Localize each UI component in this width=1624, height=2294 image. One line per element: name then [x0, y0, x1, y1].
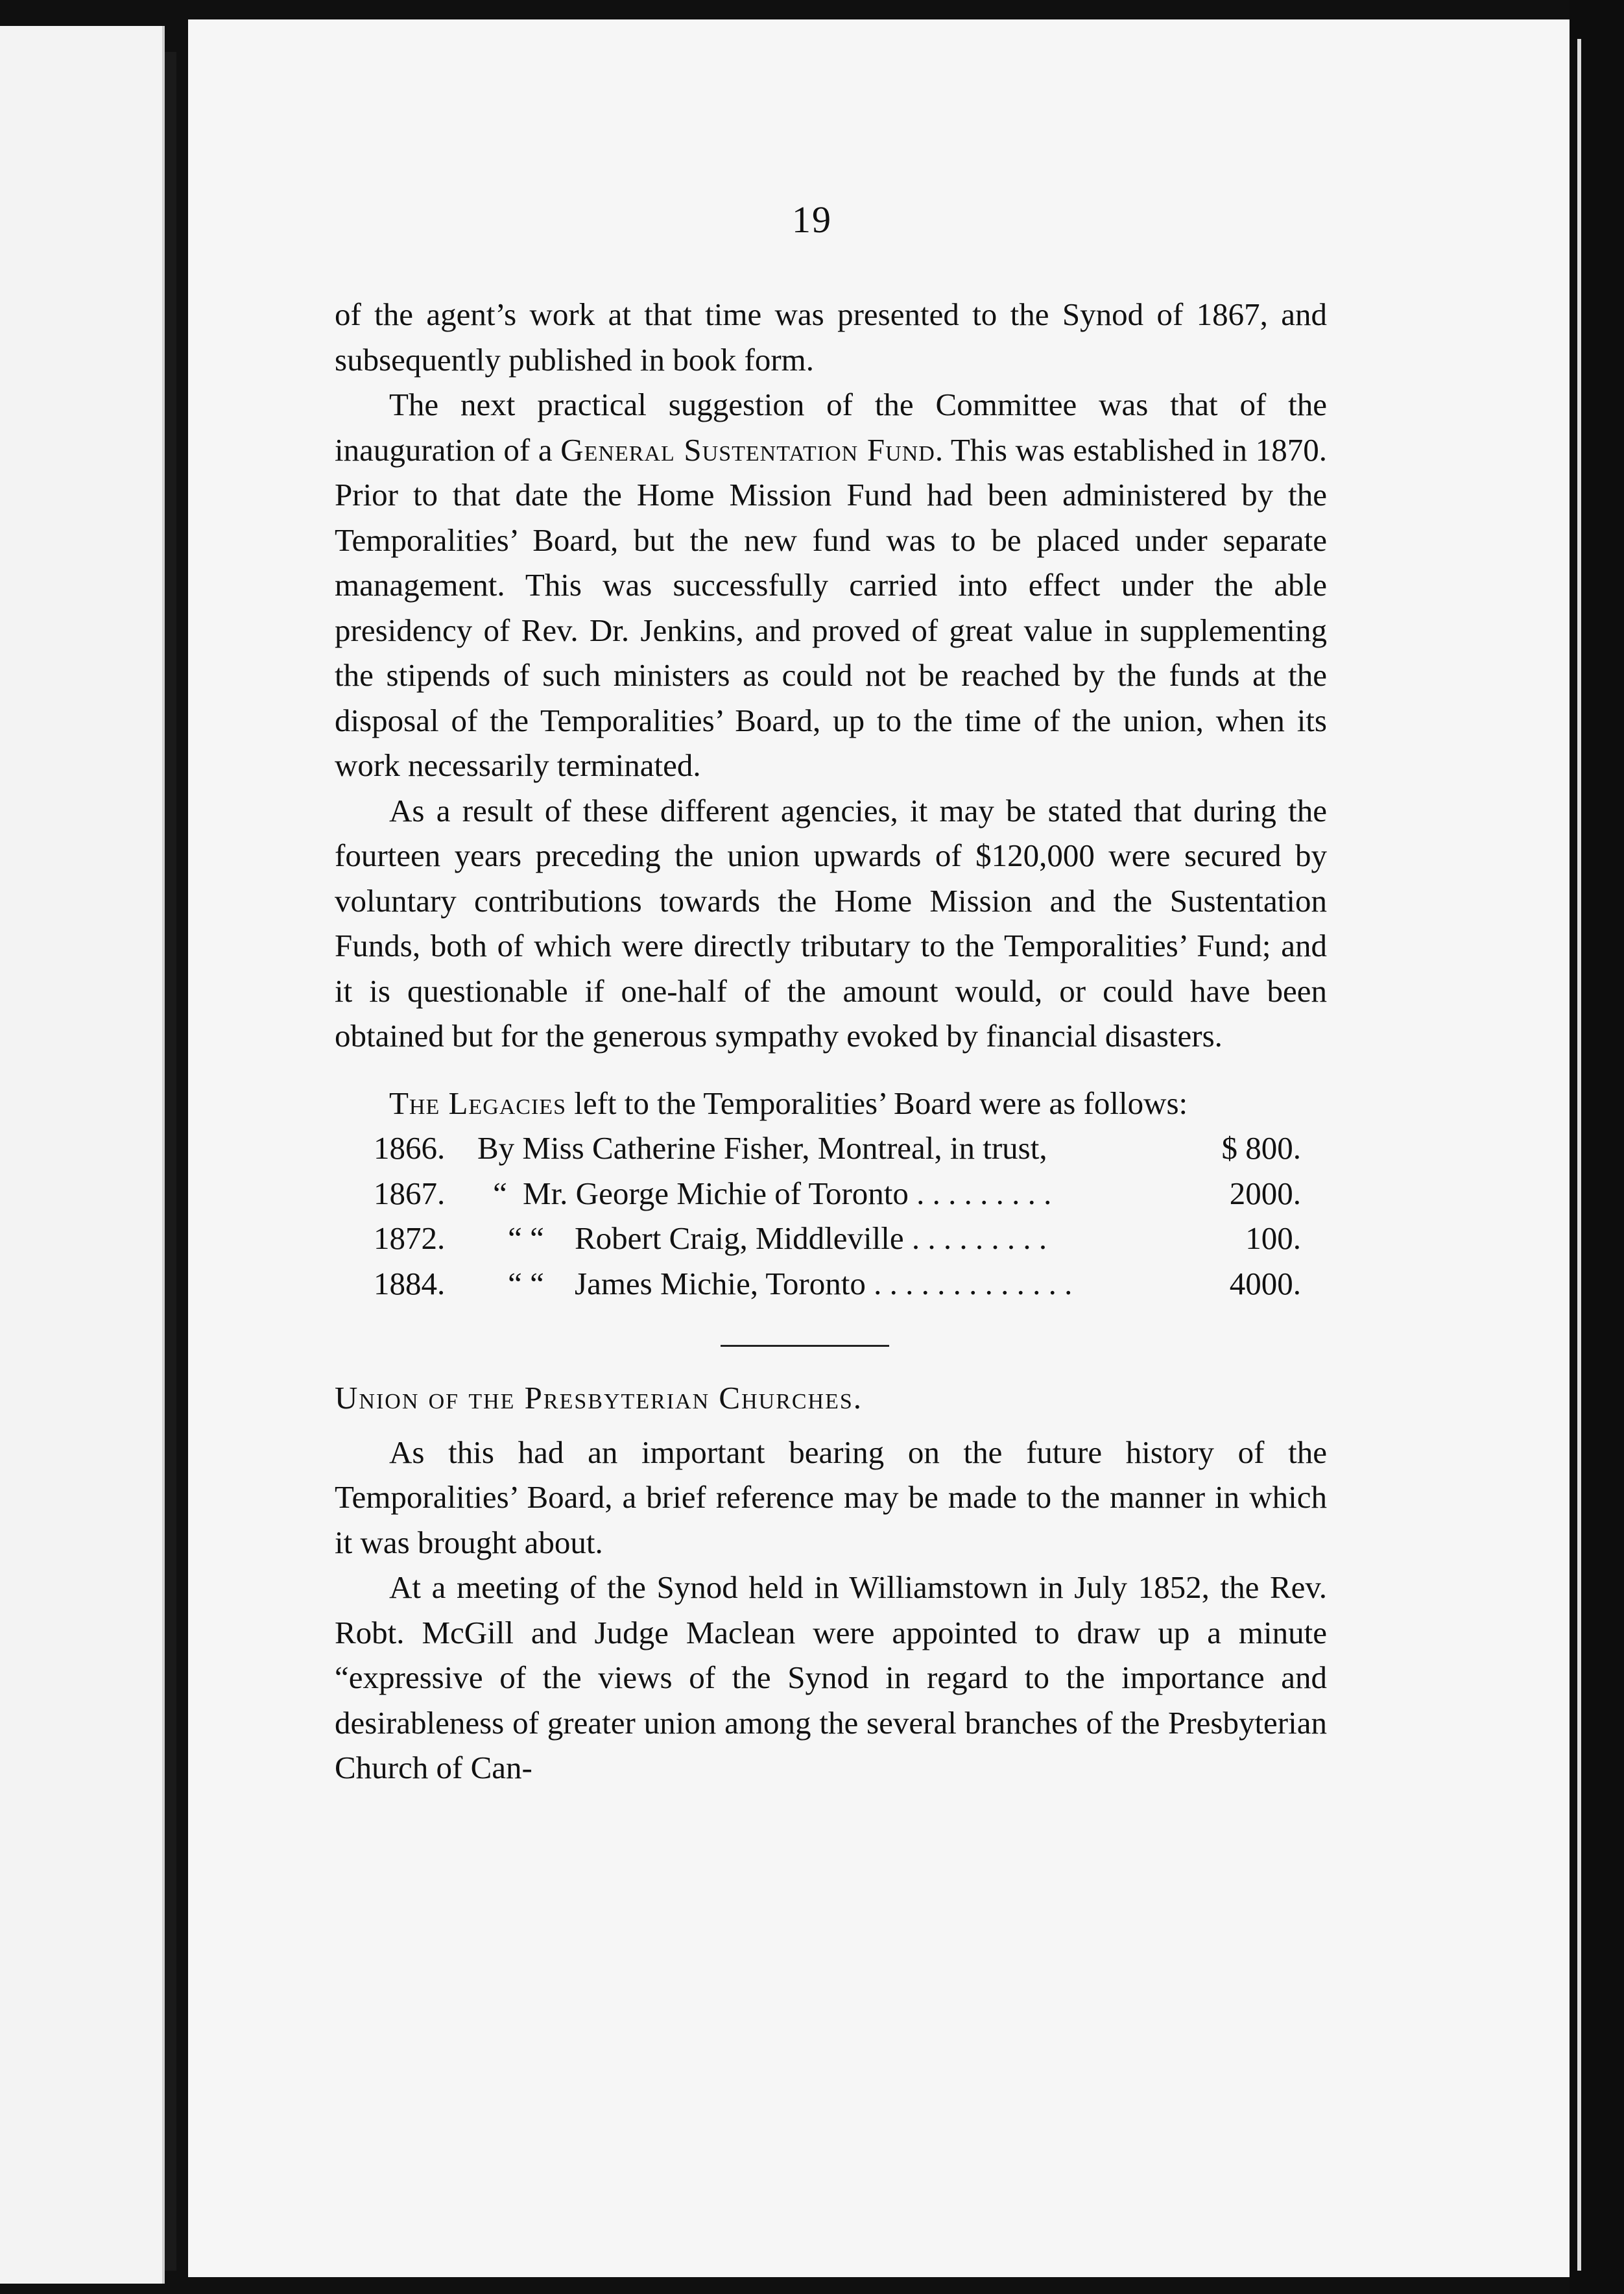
legacy-text: Mr. George Michie of Toronto . . . . . . . . .: [523, 1175, 1052, 1211]
legacy-ditto: “: [493, 1175, 507, 1211]
legacy-amount: $ 800.: [1221, 1130, 1301, 1166]
legacy-row: [374, 1171, 1301, 1216]
paragraph-text: . This was established in 1870. Prior to that date the Home Mission Fund had been administered by the Temporalities’ Board, but the new fund was to be placed under separate management. This was successfully carried into effect under the able presidency of Rev. Dr. Jenkins, and proved of great value in supplementing the stipends of such ministers as could not be reached by the funds at the disposal of the Temporalities’ Board, up to the time of the union, when its work necessarily terminated.: [335, 431, 1327, 783]
paragraph-williamstown-meeting: At a meeting of the Synod held in Williamstown in July 1852, the Rev. Robt. McGill and Judge Maclean were appointed to draw up a minute “expressive of the views of the Synod in regard to the importance and desirableness of greater union among the several branches of the Presbyterian Church of Can-: [335, 1569, 1327, 1785]
paragraph-continuation: of the agent’s work at that time was presented to the Synod of 1867, and subsequently published in book form.: [335, 296, 1327, 378]
page-number: 19: [792, 199, 832, 241]
legacies-label: The Legacies: [389, 1085, 566, 1121]
paragraph-legacies-intro: [335, 1081, 1327, 1126]
legacy-row: [374, 1126, 1301, 1171]
legacy-description: [477, 1171, 1178, 1216]
paragraph-union-bearing: As this had an important bearing on the future history of the Temporalities’ Board, a brief reference may be made to the manner in which it was brought about.: [335, 1434, 1327, 1560]
paragraph-text: left to the Temporalities’ Board were as follows:: [566, 1085, 1188, 1121]
paragraph-sustentation-fund: [335, 382, 1327, 788]
legacy-text: By Miss Catherine Fisher, Montreal, in trust,: [477, 1130, 1047, 1166]
legacy-description: [477, 1216, 1178, 1261]
fund-name: General Sustentation Fund: [560, 431, 935, 468]
legacy-amount: 4000.: [1229, 1265, 1301, 1301]
legacy-amount: 2000.: [1229, 1175, 1301, 1211]
legacy-row: [374, 1216, 1301, 1261]
legacy-year: 1884.: [374, 1265, 446, 1301]
legacy-year: 1872.: [374, 1220, 446, 1256]
legacy-description: [477, 1261, 1178, 1307]
section-divider: [721, 1345, 889, 1347]
paragraph-agencies: As a result of these different agencies, it may be stated that during the fourteen years preceding the union upwards of $120,000 were secured by voluntary contributions towards the Home Mission and the Sustentation Funds, both of which were directly tributary to the Temporalities’ Fund; and it is questionable if one-half of the amount would, or could have been obtained but for the generous sympathy evoked by financial disasters.: [335, 792, 1327, 1054]
legacy-description: [477, 1126, 1178, 1171]
legacy-row: [374, 1261, 1301, 1307]
legacy-text: James Michie, Toronto . . . . . . . . . . . . .: [575, 1265, 1073, 1301]
legacy-ditto: “ “: [508, 1265, 544, 1301]
section-heading: Union of the Presbyterian Churches.: [335, 1380, 863, 1416]
legacy-text: Robert Craig, Middleville . . . . . . . . .: [575, 1220, 1047, 1256]
page-body: [335, 292, 1327, 1791]
paragraph-text: The next practical suggestion of the Committee was that of the inauguration of a: [335, 387, 1327, 468]
legacy-year: 1867.: [374, 1175, 446, 1211]
legacies-table: [374, 1126, 1301, 1306]
legacy-year: 1866.: [374, 1130, 446, 1166]
legacy-ditto: “ “: [508, 1220, 544, 1256]
legacy-amount: 100.: [1245, 1220, 1301, 1256]
scan-border: [1570, 0, 1624, 2294]
facing-page-edge: [0, 26, 165, 2284]
